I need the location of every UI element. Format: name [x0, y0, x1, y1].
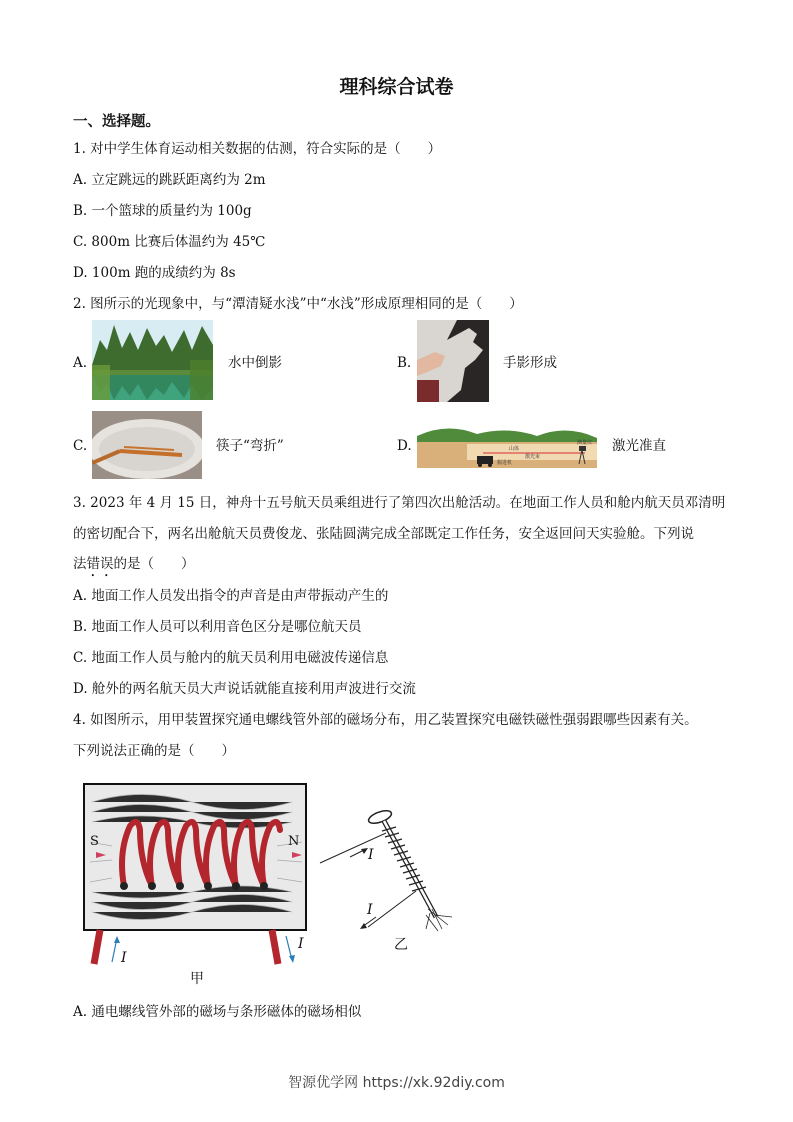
current-label-right: I	[298, 936, 304, 952]
figure-yi-caption: 乙	[394, 937, 408, 953]
chopsticks-bowl-photo	[92, 411, 202, 479]
hand-shadow-photo	[417, 320, 489, 402]
q3-option-a: A. 地面工作人员发出指令的声音是由声带振动产生的	[73, 588, 389, 604]
q2-option-d-letter: D.	[397, 438, 412, 454]
water-reflection-photo	[92, 320, 213, 400]
q4-stem-line-2: 下列说法正确的是（ ）	[73, 743, 235, 759]
q2-option-b-text: 手影形成	[503, 355, 557, 371]
page-title: 理科综合试卷	[339, 76, 454, 98]
emphasized-word: 错误	[86, 556, 114, 572]
q2-option-a-letter: A.	[73, 355, 88, 371]
footer-watermark: 智源优学网 https://xk.92diy.com	[288, 1075, 505, 1091]
q3-option-b: B. 地面工作人员可以利用音色区分是哪位航天员	[73, 619, 362, 635]
laser-beam-label: 激光束	[525, 454, 541, 460]
mountain-label: 山体	[509, 446, 520, 452]
figure-jia-caption: 甲	[190, 971, 204, 987]
q3-stem-text-end: 的是（ ）	[113, 556, 195, 572]
south-pole-label: S	[90, 834, 99, 849]
q2-option-c-letter: C.	[73, 438, 88, 454]
q3-option-d: D. 舱外的两名航天员大声说话就能直接利用声波进行交流	[73, 681, 416, 697]
q3-stem-text: 法	[73, 556, 87, 572]
q2-option-b-letter: B.	[397, 355, 412, 371]
q1-option-d: D. 100m 跑的成绩约为 8s	[73, 265, 236, 281]
current-label-nail-bottom: I	[367, 902, 373, 918]
q3-option-c: C. 地面工作人员与舱内的航天员利用电磁波传递信息	[73, 650, 389, 666]
q3-stem-line-1: 3. 2023 年 4 月 15 日，神舟十五号航天员乘组进行了第四次出舱活动。在地面工作人员和舱内航天员邓清明	[73, 495, 726, 511]
q2-option-a-text: 水中倒影	[228, 355, 282, 371]
instrument-label: 测量仪	[577, 440, 593, 446]
boring-machine-label: 掘进机	[497, 460, 513, 466]
q1-stem: 1. 对中学生体育运动相关数据的估测，符合实际的是（ ）	[73, 141, 442, 157]
q3-stem-line-3	[73, 555, 195, 580]
q2-option-d-text: 激光准直	[612, 438, 666, 454]
q4-stem-line-1: 4. 如图所示，用甲装置探究通电螺线管外部的磁场分布，用乙装置探究电磁铁磁性强弱跟哪些因素有关。	[73, 712, 698, 728]
q1-option-a: A. 立定跳远的跳跃距离约为 2m	[73, 172, 266, 188]
q1-option-c: C. 800m 比赛后体温约为 45℃	[73, 234, 266, 250]
current-label-nail-top: I	[368, 847, 374, 863]
solenoid-figure	[82, 782, 322, 974]
q4-option-a: A. 通电螺线管外部的磁场与条形磁体的磁场相似	[73, 1004, 362, 1020]
q2-option-c-text: 筷子“弯折”	[216, 438, 284, 454]
q3-stem-line-2: 的密切配合下，两名出舱航天员费俊龙、张陆圆满完成全部既定工作任务，安全返回问天实验舱。下列说	[73, 526, 694, 542]
laser-tunnel-illustration	[417, 420, 597, 468]
section-heading: 一、选择题。	[73, 113, 160, 130]
q2-stem: 2. 图所示的光现象中，与“潭清疑水浅”中“水浅”形成原理相同的是（ ）	[73, 296, 523, 312]
electromagnet-nail-figure	[318, 805, 458, 935]
current-label-left: I	[121, 950, 127, 966]
q1-option-b: B. 一个篮球的质量约为 100g	[73, 203, 252, 219]
north-pole-label: N	[288, 834, 300, 849]
